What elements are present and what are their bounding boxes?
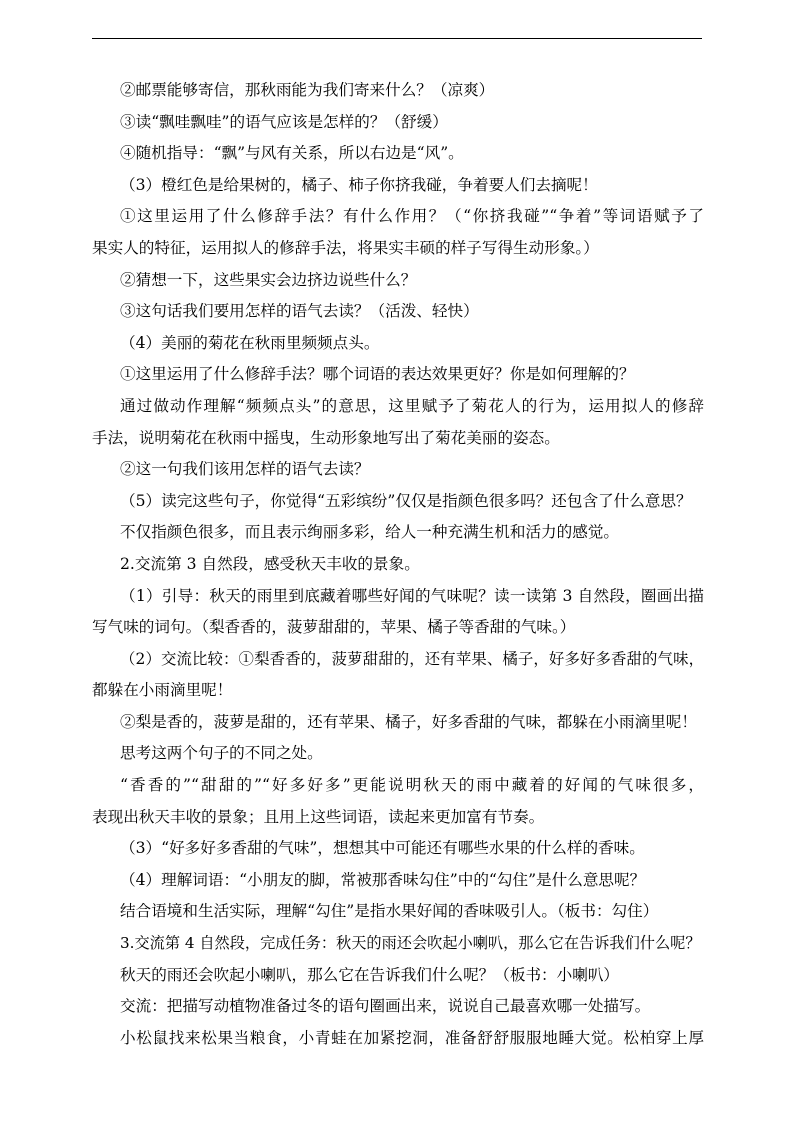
text-line: （3）橙红色是给果树的，橘子、柿子你挤我碰，争着要人们去摘呢！ [120, 175, 598, 194]
text-line: ①这里运用了什么修辞手法？哪个词语的表达效果更好？你是如何理解的？ [120, 365, 635, 384]
text-line: 手法，说明菊花在秋雨中摇曳，生动形象地写出了菊花美丽的姿态。 [92, 428, 560, 447]
text-line: （2）交流比较：①梨香香的，菠萝甜甜的，还有苹果、橘子，好多好多香甜的气味， [120, 649, 704, 668]
text-line: 表现出秋天丰收的景象；且用上这些词语，读起来更加富有节奏。 [92, 807, 545, 826]
text-line: 不仅指颜色很多，而且表示绚丽多彩，给人一种充满生机和活力的感觉。 [120, 523, 620, 542]
text-line: ③读“飘哇飘哇”的语气应该是怎样的？（舒缓） [120, 112, 448, 131]
text-line: （5）读完这些句子，你觉得“五彩缤纷”仅仅是指颜色很多吗？还包含了什么意思？ [120, 491, 692, 510]
text-line: ④随机指导：“飘”与风有关系，所以右边是“风”。 [120, 144, 464, 163]
text-line: ②邮票能够寄信，那秋雨能为我们寄来什么？（凉爽） [120, 81, 495, 99]
text-line: ①这里运用了什么修辞手法？有什么作用？（“你挤我碰”“争着”等词语赋予了 [120, 207, 704, 226]
text-line: 思考这两个句子的不同之处。 [120, 744, 323, 763]
text-line: ②这一句我们该用怎样的语气去读？ [120, 460, 370, 479]
text-line: ②猜想一下，这些果实会边挤边说些什么？ [120, 270, 417, 289]
header-rule [92, 38, 702, 39]
text-line: 交流：把描写动植物准备过冬的语句圈画出来，说说自己最喜欢哪一处描写。 [120, 997, 651, 1016]
text-line: （4）理解词语：“小朋友的脚，常被那香味勾住”中的“勾住”是什么意思呢？ [120, 870, 646, 889]
text-line: 秋天的雨还会吹起小喇叭，那么它在告诉我们什么呢？（板书：小喇叭） [120, 965, 620, 984]
text-line: 通过做动作理解“频频点头”的意思，这里赋予了菊花人的行为，运用拟人的修辞 [120, 396, 704, 415]
text-line: 3.交流第 4 自然段，完成任务：秋天的雨还会吹起小喇叭，那么它在告诉我们什么呢？ [120, 934, 701, 953]
text-line: 结合语境和生活实际，理解“勾住”是指水果好闻的香味吸引人。（板书：勾住） [120, 902, 659, 921]
text-line: （3）“好多好多香甜的气味”，想想其中可能还有哪些水果的什么样的香味。 [120, 839, 645, 858]
text-line: ②梨是香的，菠萝是甜的，还有苹果、橘子，好多香甜的气味，都躲在小雨滴里呢！ [120, 712, 697, 731]
text-line: 果实人的特征，运用拟人的修辞手法，将果实丰硕的样子写得生动形象。） [92, 238, 599, 257]
text-line: ③这句话我们要用怎样的语气去读？（活泼、轻快） [120, 302, 479, 321]
text-line: 2.交流第 3 自然段，感受秋天丰收的景象。 [120, 554, 420, 573]
document-body [92, 75, 704, 1054]
text-line: 写气味的词句。（梨香香的，菠萝甜甜的，苹果、橘子等香甜的气味。） [92, 618, 576, 637]
text-line: “香香的”“甜甜的”“好多好多”更能说明秋天的雨中藏着的好闻的气味很多， [120, 776, 704, 795]
text-line: 都躲在小雨滴里呢！ [92, 681, 233, 700]
text-line: 小松鼠找来松果当粮食，小青蛙在加紧挖洞，准备舒舒服服地睡大觉。松柏穿上厚 [120, 1028, 704, 1047]
text-line: （1）引导：秋天的雨里到底藏着哪些好闻的气味呢？读一读第 3 自然段，圈画出描 [120, 586, 704, 605]
text-line: （4）美丽的菊花在秋雨里频频点头。 [120, 333, 380, 352]
